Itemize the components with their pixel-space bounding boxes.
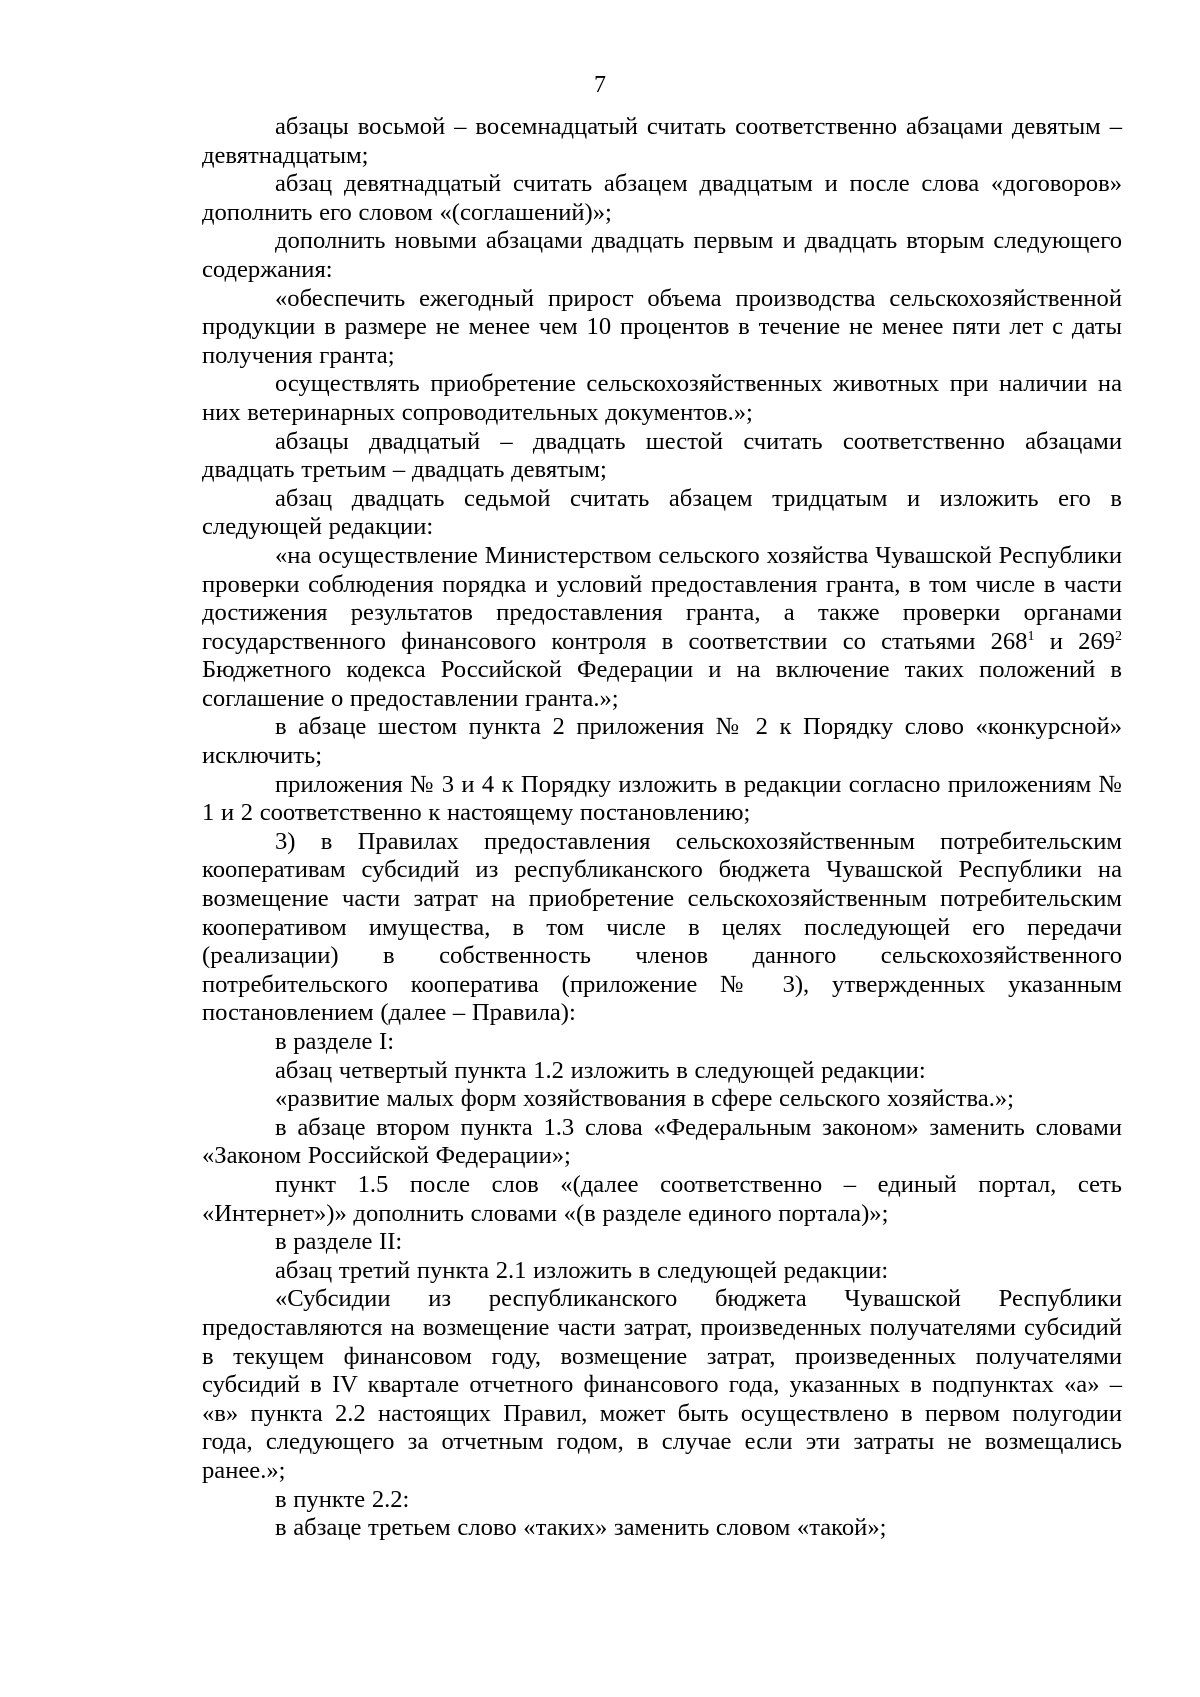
- paragraph: в абзаце втором пункта 1.3 слова «Федеральным законом» заменить словами «Законом Российской Федерации»;: [202, 1113, 1122, 1170]
- paragraph: в абзаце шестом пункта 2 приложения № 2 к Порядку слово «конкурсной» исключить;: [202, 713, 1122, 770]
- paragraph: осуществлять приобретение сельскохозяйственных животных при наличии на них ветеринарных сопроводительных документов.»;: [202, 370, 1122, 426]
- paragraph: пункт 1.5 после слов «(далее соответственно – единый портал, сеть «Интернет»)» дополнить словами «(в разделе единого портала)»;: [202, 1170, 1122, 1227]
- page-number: 7: [594, 72, 606, 98]
- paragraph-text: «на осуществление Министерством сельского хозяйства Чувашской Республики проверки соблюдения порядка и условий предоставления гранта, в том числе в части достижения результатов предоставления гранта, а также проверки органами государственного финансового контроля в соответствии со статьями 268: [202, 541, 1122, 655]
- document-body: [202, 113, 1122, 1543]
- paragraph: абзац двадцать седьмой считать абзацем тридцатым и изложить его в следующей редакции:: [202, 484, 1122, 541]
- superscript: 1: [1027, 628, 1035, 644]
- paragraph: в абзаце третьем слово «таких» заменить словом «такой»;: [275, 1514, 887, 1542]
- paragraph: «обеспечить ежегодный прирост объема производства сельскохозяйственной продукции в размере не менее чем 10 процентов в течение не менее пяти лет с даты получения гранта;: [202, 284, 1122, 369]
- paragraph: «развитие малых форм хозяйствования в сфере сельского хозяйства.»;: [275, 1085, 1014, 1113]
- superscript: 2: [1114, 628, 1122, 644]
- paragraph: в разделе II:: [275, 1228, 403, 1256]
- paragraph: приложения № 3 и 4 к Порядку изложить в редакции согласно приложениям № 1 и 2 соответственно к настоящему постановлению;: [202, 770, 1122, 827]
- paragraph: абзац девятнадцатый считать абзацем двадцатым и после слова «договоров» дополнить его словом «(соглашений)»;: [202, 170, 1122, 226]
- paragraph: в разделе I:: [275, 1028, 395, 1055]
- paragraph-text: Бюджетного кодекса Российской Федерации и на включение таких положений в соглашение о предоставлении гранта.»;: [202, 656, 1122, 712]
- paragraph: абзацы двадцатый – двадцать шестой считать соответственно абзацами двадцать третьим – двадцать девятым;: [202, 427, 1122, 484]
- paragraph-text: и 269: [1034, 627, 1115, 655]
- paragraph: абзац четвертый пункта 1.2 изложить в следующей редакции:: [275, 1056, 926, 1084]
- paragraph: абзац третий пункта 2.1 изложить в следующей редакции:: [275, 1256, 889, 1284]
- paragraph-with-superscripts: [202, 542, 1122, 714]
- paragraph: абзацы восьмой – восемнадцатый считать соответственно абзацами девятым – девятнадцатым;: [202, 113, 1122, 169]
- paragraph: 3) в Правилах предоставления сельскохозяйственным потребительским кооперативам субсидий из республиканского бюджета Чувашской Республики на возмещение части затрат на приобретение сельскохозяйственным потребительским кооперативом имущества, в том числе в целях последующей его передачи (реализации) в собственность членов данного сельскохозяйственного потребительского кооператива (приложение № 3), утвержденных указанным постановлением (далее – Правила):: [202, 827, 1122, 1027]
- paragraph: в пункте 2.2:: [275, 1485, 410, 1513]
- paragraph: «Субсидии из республиканского бюджета Чувашской Республики предоставляются на возмещение части затрат, произведенных получателями субсидий в текущем финансовом году, возмещение затрат, произведенных получателями субсидий в IV квартале отчетного финансового года, указанных в подпунктах «а» – «в» пункта 2.2 настоящих Правил, может быть осуществлено в первом полугодии года, следующего за отчетным годом, в случае если эти затраты не возмещались ранее.»;: [202, 1285, 1122, 1484]
- paragraph: дополнить новыми абзацами двадцать первым и двадцать вторым следующего содержания:: [202, 227, 1122, 283]
